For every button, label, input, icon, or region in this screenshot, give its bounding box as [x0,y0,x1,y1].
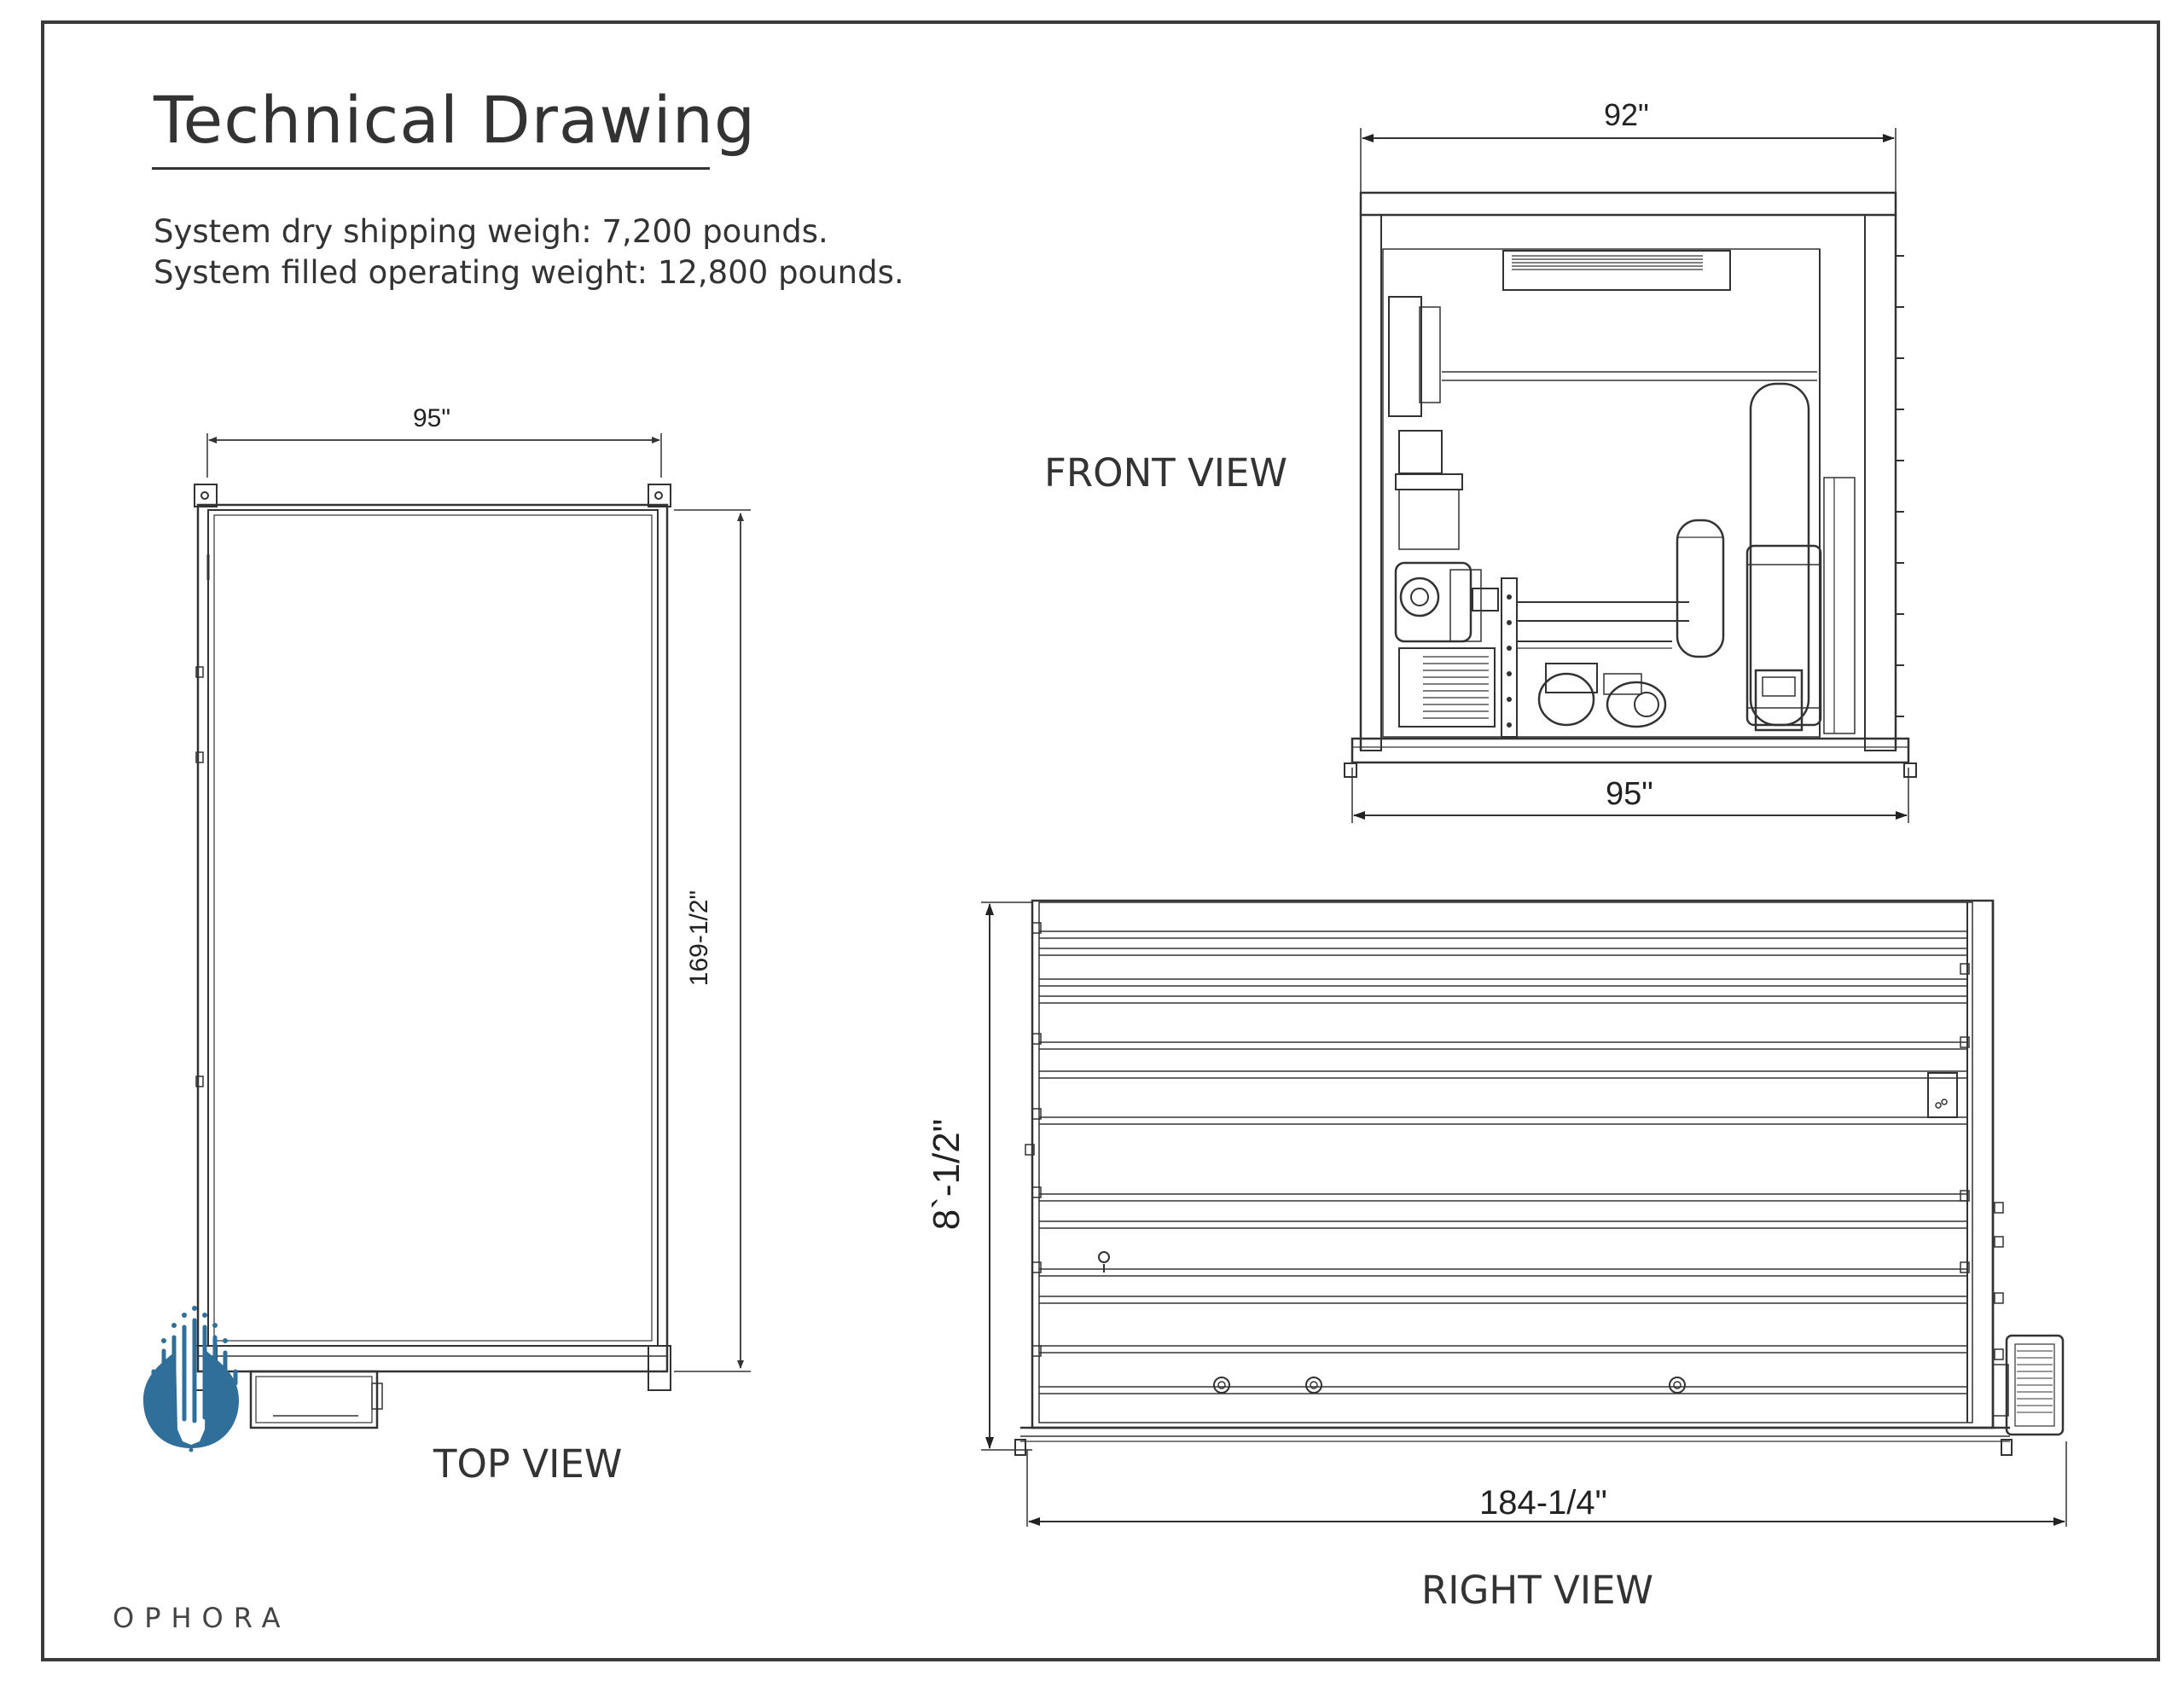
dry-weight-note: System dry shipping weigh: 7,200 pounds. [154,213,828,250]
right-view-label: RIGHT VIEW [1421,1568,1654,1613]
front-view-bottom-dim: 95" [1606,776,1653,812]
right-view-length-dim: 184-1/4" [1479,1484,1607,1522]
front-view-top-dim: 92" [1604,97,1649,132]
right-view-height-dim: 8`-1/2" [926,1118,967,1231]
top-view-length-dim: 169-1/2" [685,890,713,987]
brand-name: OPHORA [113,1602,291,1634]
front-view-label: FRONT VIEW [1044,450,1288,496]
page-title: Technical Drawing [154,82,757,158]
right-view-drawing [981,901,2066,1527]
top-view-width-dim: 95" [413,404,451,432]
top-view-label: TOP VIEW [433,1441,623,1487]
ophora-logo [143,1306,239,1450]
front-view-drawing [1345,128,1916,823]
operating-weight-note: System filled operating weight: 12,800 pounds. [154,254,904,291]
top-view-drawing [195,433,751,1428]
